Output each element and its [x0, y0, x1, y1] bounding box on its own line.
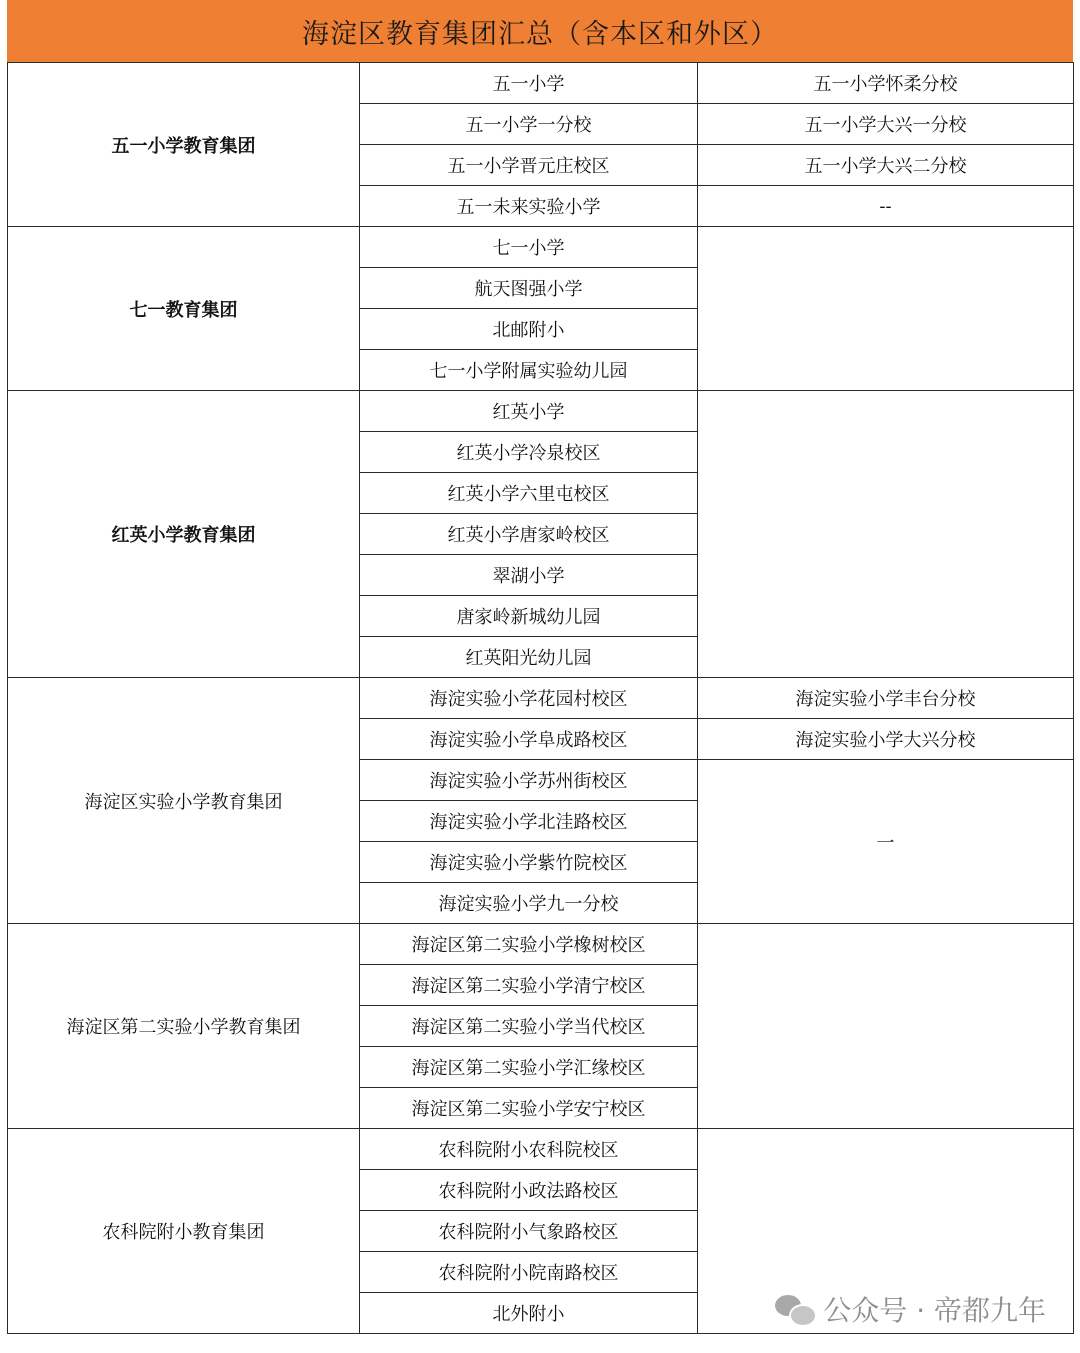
school-cell: 翠湖小学 — [360, 555, 698, 596]
school-cell: 农科院附小农科院校区 — [360, 1129, 698, 1170]
school-cell: 五一小学晋元庄校区 — [360, 145, 698, 186]
school-cell: 海淀实验小学阜成路校区 — [360, 719, 698, 760]
outside-school-cell: 五一小学大兴二分校 — [698, 145, 1074, 186]
table-row — [8, 391, 1074, 432]
school-cell: 五一小学一分校 — [360, 104, 698, 145]
outside-school-cell: 海淀实验小学丰台分校 — [698, 678, 1074, 719]
school-cell: 七一小学 — [360, 227, 698, 268]
table-row — [8, 227, 1074, 268]
school-cell: 唐家岭新城幼儿园 — [360, 596, 698, 637]
watermark-text: 公众号 · 帝都九年 — [823, 1294, 1046, 1327]
outside-school-cell — [698, 924, 1074, 1129]
school-cell: 海淀区第二实验小学橡树校区 — [360, 924, 698, 965]
page-title: 海淀区教育集团汇总（含本区和外区） — [302, 18, 778, 50]
school-cell: 七一小学附属实验幼儿园 — [360, 350, 698, 391]
group-name: 七一教育集团 — [8, 227, 360, 391]
school-cell: 航天图强小学 — [360, 268, 698, 309]
school-cell: 红英小学 — [360, 391, 698, 432]
school-cell: 红英小学六里屯校区 — [360, 473, 698, 514]
group-name: 五一小学教育集团 — [8, 63, 360, 227]
school-cell: 红英阳光幼儿园 — [360, 637, 698, 678]
school-cell: 海淀实验小学北洼路校区 — [360, 801, 698, 842]
watermark — [775, 1289, 1046, 1329]
school-cell: 五一未来实验小学 — [360, 186, 698, 227]
school-cell: 海淀实验小学紫竹院校区 — [360, 842, 698, 883]
school-cell: 海淀实验小学九一分校 — [360, 883, 698, 924]
outside-school-cell: 五一小学怀柔分校 — [698, 63, 1074, 104]
group-name: 海淀区实验小学教育集团 — [8, 678, 360, 924]
outside-school-cell — [698, 391, 1074, 678]
outside-school-cell: 五一小学大兴一分校 — [698, 104, 1074, 145]
table-row — [8, 63, 1074, 104]
school-cell: 农科院附小政法路校区 — [360, 1170, 698, 1211]
school-cell: 海淀区第二实验小学安宁校区 — [360, 1088, 698, 1129]
school-cell: 海淀区第二实验小学当代校区 — [360, 1006, 698, 1047]
table-row — [8, 1129, 1074, 1170]
school-cell: 红英小学唐家岭校区 — [360, 514, 698, 555]
school-cell: 海淀实验小学花园村校区 — [360, 678, 698, 719]
school-cell: 北外附小 — [360, 1293, 698, 1334]
group-name: 农科院附小教育集团 — [8, 1129, 360, 1334]
school-cell: 海淀实验小学苏州街校区 — [360, 760, 698, 801]
school-cell: 海淀区第二实验小学清宁校区 — [360, 965, 698, 1006]
group-name: 红英小学教育集团 — [8, 391, 360, 678]
school-cell: 农科院附小院南路校区 — [360, 1252, 698, 1293]
title-bar — [7, 0, 1073, 62]
outside-school-cell — [698, 227, 1074, 391]
group-name: 海淀区第二实验小学教育集团 — [8, 924, 360, 1129]
school-cell: 农科院附小气象路校区 — [360, 1211, 698, 1252]
table-row — [8, 678, 1074, 719]
school-cell: 五一小学 — [360, 63, 698, 104]
wechat-icon — [775, 1293, 815, 1325]
outside-school-cell: -- — [698, 186, 1074, 227]
outside-school-cell: 一 — [698, 760, 1074, 924]
outside-school-cell: 海淀实验小学大兴分校 — [698, 719, 1074, 760]
table-row — [8, 924, 1074, 965]
education-group-table — [7, 62, 1074, 1334]
school-cell: 海淀区第二实验小学汇缘校区 — [360, 1047, 698, 1088]
school-cell: 红英小学冷泉校区 — [360, 432, 698, 473]
school-cell: 北邮附小 — [360, 309, 698, 350]
